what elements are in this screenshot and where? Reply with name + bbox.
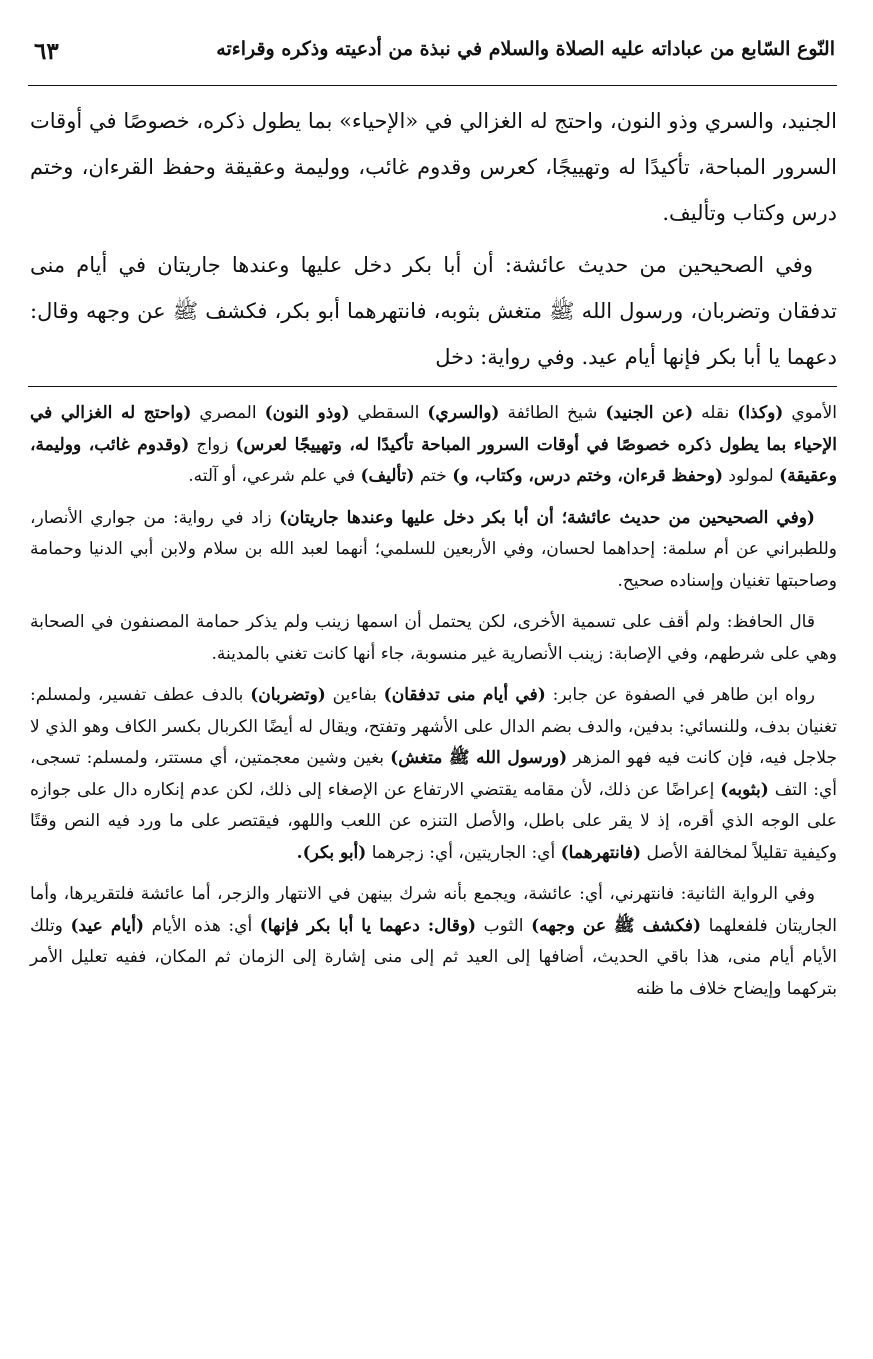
commentary-paragraph: وفي الرواية الثانية: فانتهرني، أي: عائشة، ويجمع بأنه شرك بينهن في الانتهار والزجر، أما عائشة فلتقريرها، وأما الجاريتان فلفعلهما (فكشف ﷺ عن وجهه) الثوب (وقال: دعهما يا أبا بكر فإنها) أي: هذه الأيام (أيام عيد) وتلك الأيام أيام منى، هذا باقي الحديث، أضافها إلى العيد ثم إلى منى إشارة إلى الزمان ثم المكان، ففيه تعليل الأمر بتركهما وإيضاح خلاف ما ظنه	[30, 884, 837, 999]
commentary-paragraph: قال الحافظ: ولم أقف على تسمية الأخرى، لكن يحتمل أن اسمها زينب ولم يذكر حمامة المصنفون في الصحابة وهي على شرطهم، وفي الإصابة: زينب الأنصارية غير منسوبة، جاء أنها كانت تغني بالمدينة.	[30, 612, 837, 664]
commentary-paragraph: الأموي (وكذا) نقله (عن الجنيد) شيخ الطائفة (والسري) السقطي (وذو النون) المصري (واحتج له الغزالي في الإحياء بما يطول ذكره خصوصًا في أوقات السرور المباحة تأكيدًا له، وتهييجًا لعرس) زواج (وقدوم غائب، ووليمة، وعقيقة) لمولود (وحفظ قرءان، وختم درس، وكتاب، و) ختم (تأليف) في علم شرعي، أو آلته.	[30, 403, 837, 486]
running-title: النّوع السّابع من عباداته عليه الصلاة والسلام في نبذة من أدعيته وذكره وقراءته	[216, 38, 835, 60]
page-number: ٦٣	[34, 38, 59, 65]
header-divider	[28, 85, 837, 86]
main-paragraph: وفي الصحيحين من حديث عائشة: أن أبا بكر دخل عليها وعندها جاريتان في أيام منى تدفقان وتضربان، ورسول الله ﷺ متغش بثوبه، فانتهرهما أبو بكر، فكشف ﷺ عن وجهه وقال: دعهما يا أبا بكر فإنها أيام عيد. وفي رواية: دخل	[30, 253, 837, 369]
main-text	[30, 98, 837, 386]
commentary-text	[30, 398, 837, 1015]
commentary-divider	[28, 386, 837, 387]
commentary-paragraph: رواه ابن طاهر في الصفوة عن جابر: (في أيام منى تدفقان) بفاءين (وتضربان) بالدف عطف تفسير، ولمسلم: تغنيان بدف، وللنسائي: بدفين، والدف بضم الدال على الأشهر وتفتح، ويقال له أيضًا الكربال بكسر الكاف وهو الذي لا جلاجل فيه، فإن كانت فيه فهو المزهر (ورسول الله ﷺ متغش) بغين وشين معجمتين، أي مستتر، ولمسلم: تسجى، أي: التف (بثوبه) إعراضًا عن ذلك، لأن مقامه يقتضي الارتفاع عن الإصغاء إلى ذلك، لكن عدم إنكاره دال على جوازه على الوجه الذي أقره، إذ لا يقر على باطل، والأصل التنزه عن اللعب واللهو، فيقتصر على ما ورد فيه النص وقتًا وكيفية تقليلاً لمخالفة الأصل (فانتهرهما) أي: الجاريتين، أي: زجرهما (أبو بكر).	[30, 685, 837, 863]
page-header	[30, 38, 835, 78]
commentary-paragraph: (وفي الصحيحين من حديث عائشة؛ أن أبا بكر دخل عليها وعندها جاريتان) زاد في رواية: من جواري الأنصار، وللطبراني عن أم سلمة: إحداهما لحسان، وفي الأربعين للسلمي؛ أنهما لعبد الله بن سلام ولابن أبي الدنيا وحمامة وصاحبتها تغنيان وإسناده صحيح.	[30, 507, 837, 591]
main-paragraph: الجنيد، والسري وذو النون، واحتج له الغزالي في «الإحياء» بما يطول ذكره، خصوصًا في أوقات السرور المباحة، تأكيدًا له وتهييجًا، كعرس وقدوم غائب، ووليمة وعقيقة وحفظ القرءان، وختم درس وكتاب وتأليف.	[30, 109, 837, 225]
